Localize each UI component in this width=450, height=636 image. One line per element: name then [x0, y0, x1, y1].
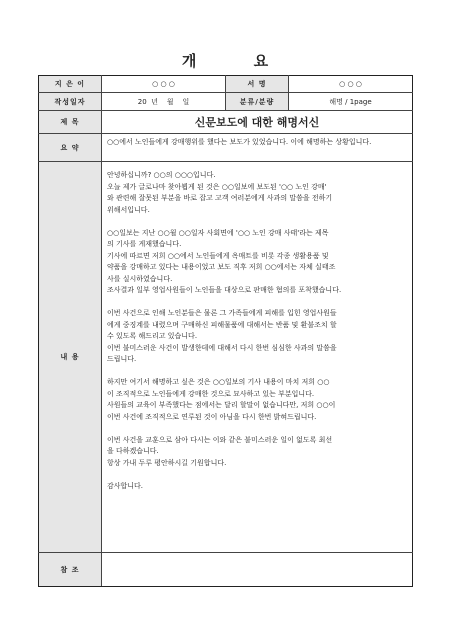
content-line: 이번 불미스러운 사건이 발생한데에 대해서 다시 한번 심심한 사과의 말씀을: [107, 343, 337, 352]
content-line: 사를 실시하였습니다.: [107, 274, 173, 283]
content-line: 하지만 여기서 해명하고 싶은 것은 ○○일보의 기사 내용이 마치 저희 ○○: [107, 378, 330, 386]
content-paragraph: [107, 377, 407, 423]
date-label: 작성일자: [39, 93, 102, 111]
summary-label: 요 약: [39, 134, 102, 162]
author-label: 지 은 이: [39, 76, 102, 93]
content-line: 이번 사건으로 인해 노인분들은 물론 그 가족들에게 피해를 입힌 영업사원들: [107, 309, 337, 317]
content-line: 이 조직적으로 노인들에게 강매한 것으로 묘사하고 있는 부분입니다.: [107, 389, 315, 398]
approver-label: 서 명: [226, 76, 289, 93]
document-title: 신문보도에 대한 해명서신: [102, 111, 413, 134]
content-paragraph: [107, 170, 407, 216]
content-line: 항상 가내 두루 평안하시길 기원합니다.: [107, 458, 227, 467]
content-line: 이번 사건에 조직적으로 연루된 것이 아님을 다시 한번 밝혀드립니다.: [107, 412, 317, 421]
page-title: 개 요: [181, 52, 295, 70]
content-line: 에게 중징계를 내렸으며 구매하신 피해물품에 대해서는 반품 및 환불조치 할: [107, 320, 337, 329]
author-value: ○ ○ ○: [102, 76, 226, 93]
summary-text: ○○에서 노인들에게 강매행위를 했다는 보도가 있었습니다. 이에 해명하는 상황입니다.: [102, 134, 413, 162]
date-value: 20 년 월 일: [102, 93, 226, 111]
content-line: 수 있도록 해드리고 있습니다.: [107, 332, 198, 340]
content-line: 드립니다.: [107, 355, 137, 363]
content-line: 안녕하십니까? ○○의 ○○○입니다.: [107, 171, 216, 179]
category-value: 해명 / 1page: [289, 93, 413, 111]
title-label: 제 목: [39, 111, 102, 134]
content-line: 이번 사건을 교훈으로 삼아 다시는 이와 같은 불미스러운 일이 없도록 최선: [107, 435, 333, 444]
closing-text: 감사합니다.: [107, 481, 144, 490]
reference-label: 참 조: [39, 553, 102, 587]
approver-value: ○ ○ ○: [289, 76, 413, 93]
content-line: 조사결과 일부 영업사원들이 노인들을 대상으로 판매한 혐의를 포착했습니다.: [107, 286, 342, 294]
content-body: [102, 162, 413, 553]
content-line: 의 기사를 게재했습니다.: [107, 240, 182, 248]
content-paragraphs: [107, 170, 407, 469]
content-paragraph: [107, 308, 407, 366]
content-line: 을 다하겠습니다.: [107, 447, 159, 455]
content-line: 사원들의 교육이 부족했다는 점에서는 달리 할말이 없습니다만, 저희 ○○이: [107, 401, 336, 409]
content-paragraph: [107, 435, 407, 470]
content-label: 내 용: [39, 162, 102, 553]
content-paragraph: [107, 228, 407, 297]
summary-form-table: [38, 75, 413, 587]
category-label: 분류/분량: [226, 93, 289, 111]
content-line: 약품을 강매하고 있다는 내용이었고 보도 직후 저희 ○○에서는 자체 실태조: [107, 263, 336, 271]
content-line: 와 관련해 잘못된 부분을 바로 잡고 고객 여러분에게 사과의 말씀을 전하기: [107, 194, 333, 202]
reference-value: [102, 553, 413, 587]
content-line: 기사에 따르면 저희 ○○에서 노인들에게 옥매트를 비롯 각종 생활용품 및: [107, 251, 329, 260]
content-line: 오늘 제가 글로나마 찾아뵙게 된 것은 ○○일보에 보도된 '○○ 노인 강매': [107, 182, 327, 191]
content-line: 위해서입니다.: [107, 205, 150, 214]
content-line: ○○일보는 지난 ○○월 ○○일자 사회면에 '○○ 노인 강매 사태'라는 제목: [107, 228, 329, 237]
